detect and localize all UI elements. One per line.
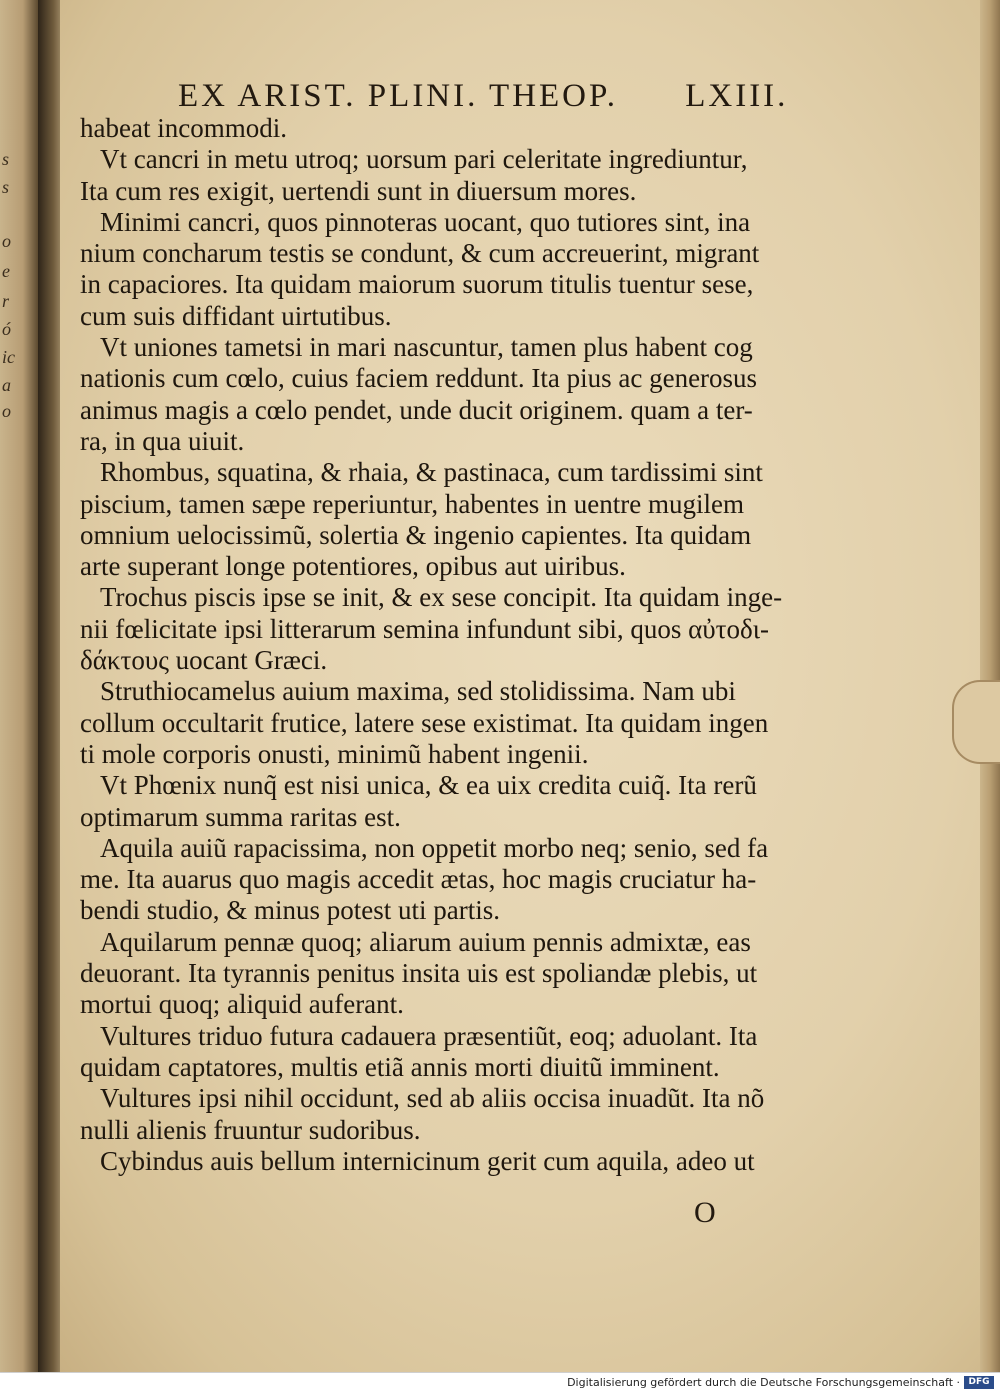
text-line: Rhombus, squatina, & rhaia, & pastinaca, cum tardissimi sint bbox=[100, 457, 763, 488]
text-line: nationis cum cœlo, cuius faciem reddunt. Ita pius ac generosus bbox=[80, 363, 758, 394]
text-line: Vt Phœnix nunq̃ est nisi unica, & ea uix credita cuiq̃. Ita rerũ bbox=[100, 770, 757, 801]
margin-fragment: r bbox=[2, 291, 10, 311]
footer-credit: Digitalisierung gefördert durch die Deutsche Forschungsgemeinschaft · bbox=[567, 1376, 960, 1389]
text-line: ra, in qua uiuit. bbox=[80, 425, 245, 456]
text-line: nium concharum testis se condunt, & cum accreuerint, migrant bbox=[80, 238, 760, 269]
text-line: arte superant longe potentiores, opibus aut uiribus. bbox=[80, 551, 626, 582]
book-clasp-tab bbox=[952, 680, 1000, 764]
body-text bbox=[80, 113, 800, 1177]
text-line: piscium, tamen sæpe reperiuntur, habentes in uentre mugilem bbox=[80, 488, 744, 519]
text-line: δάκτους uocant Græci. bbox=[80, 645, 328, 676]
margin-fragment: e bbox=[2, 261, 10, 281]
dfg-logo: DFG bbox=[964, 1376, 994, 1389]
text-line: Aquila auiũ rapacissima, non oppetit morbo neq; senio, sed fa bbox=[100, 832, 769, 863]
text-line: Trochus piscis ipse se init, & ex sese concipit. Ita quidam inge- bbox=[100, 582, 783, 613]
text-line: bendi studio, & minus potest uti partis. bbox=[80, 895, 500, 926]
text-line: quidam captatores, multis etiã annis morti diuitũ imminent. bbox=[80, 1051, 720, 1082]
running-head bbox=[178, 78, 788, 115]
text-line: mortui quoq; aliquid auferant. bbox=[80, 989, 404, 1020]
running-head-title: EX ARIST. PLINI. THEOP. bbox=[178, 78, 618, 114]
margin-fragment: s bbox=[2, 177, 10, 197]
text-line: in capaciores. Ita quidam maiorum suorum titulis tuentur sese, bbox=[80, 269, 754, 300]
facing-page-edge bbox=[0, 0, 38, 1372]
text-line: animus magis a cœlo pendet, unde ducit originem. quam a ter- bbox=[80, 394, 753, 425]
folio-number: LXIII. bbox=[685, 78, 789, 114]
text-line: omnium uelocissimũ, solertia & ingenio capientes. Ita quidam bbox=[80, 519, 752, 550]
text-line: deuorant. Ita tyrannis penitus insita uis est spoliandæ plebis, ut bbox=[80, 958, 758, 989]
text-line: Struthiocamelus auium maxima, sed stolidissima. Nam ubi bbox=[100, 676, 736, 707]
text-line: Minimi cancri, quos pinnoteras uocant, quo tutiores sint, ina bbox=[100, 206, 751, 237]
margin-fragment: ic bbox=[2, 347, 15, 367]
text-line: Vultures triduo futura cadauera præsentiũt, eoq; aduolant. Ita bbox=[100, 1020, 758, 1051]
text-line: Vt uniones tametsi in mari nascuntur, tamen plus habent cog bbox=[100, 332, 753, 363]
text-line: cum suis diffidant uirtutibus. bbox=[80, 300, 392, 331]
text-line: Ita cum res exigit, uertendi sunt in diuersum mores. bbox=[80, 175, 637, 206]
text-line: collum occultarit frutice, latere sese existimat. Ita quidam ingen bbox=[80, 707, 769, 738]
text-line: optimarum summa raritas est. bbox=[80, 801, 401, 832]
text-line: nulli alienis fruuntur sudoribus. bbox=[80, 1114, 421, 1145]
footer-bar bbox=[0, 1372, 1000, 1393]
catchword: O bbox=[694, 1196, 716, 1229]
text-line: Aquilarum pennæ quoq; aliarum auium pennis admixtæ, eas bbox=[100, 926, 751, 957]
text-line: habeat incommodi. bbox=[80, 113, 287, 143]
text-line: ti mole corporis onusti, minimũ habent ingenii. bbox=[80, 738, 589, 769]
margin-fragment: a bbox=[2, 375, 11, 395]
margin-fragment: o bbox=[2, 401, 11, 421]
text-line: me. Ita auarus quo magis accedit ætas, hoc magis cruciatur ha- bbox=[80, 864, 757, 895]
margin-fragment: o bbox=[2, 231, 11, 251]
text-line: Vultures ipsi nihil occidunt, sed ab aliis occisa inuadũt. Ita nõ bbox=[100, 1083, 765, 1114]
text-line: nii fœlicitate ipsi litterarum semina infundunt sibi, quos αὐτοδι- bbox=[80, 613, 770, 644]
margin-fragment: s bbox=[2, 149, 10, 169]
text-line: Vt cancri in metu utroq; uorsum pari celeritate ingrediuntur, bbox=[100, 144, 748, 175]
text-line: Cybindus auis bellum internicinum gerit cum aquila, adeo ut bbox=[100, 1145, 755, 1176]
margin-fragment: ó bbox=[2, 319, 11, 339]
